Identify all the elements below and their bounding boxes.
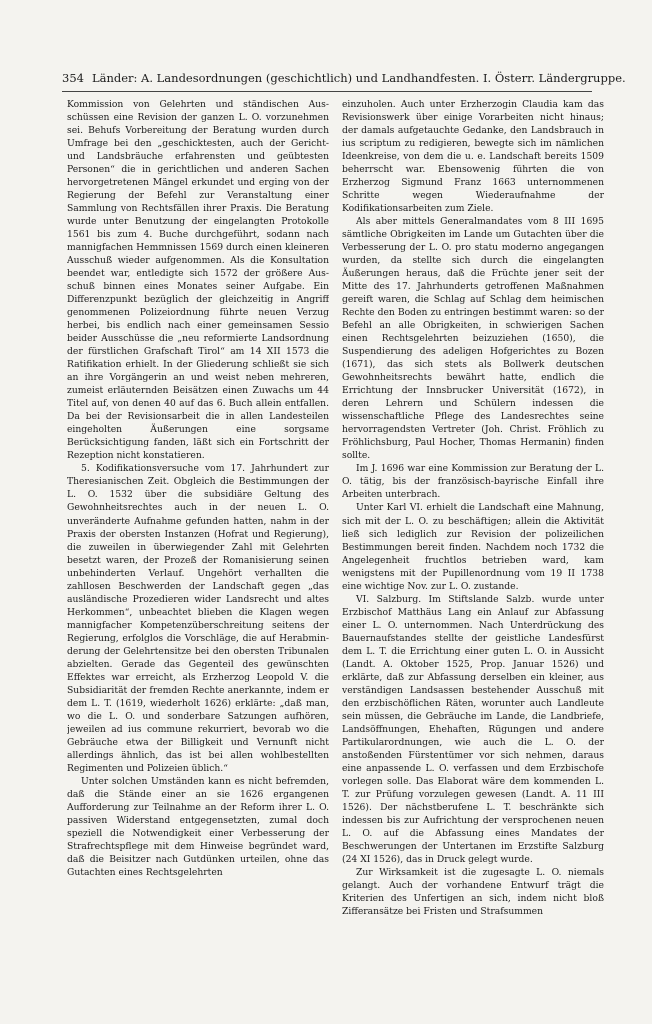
paragraph: Unter Karl VI. erhielt die Landschaft eine Mahnung, sich mit der L. O. zu beschäftigen; allein die Aktivität ließ sich lediglich zur Revision der polizeilichen Bestimmungen bereit finden. Nachdem noch 1732 die Angelegenheit fruchtlos betrieben ward, kam wenigstens mit der Pupillenordnung vom 19 II 1738 eine wichtige Nov. zur L. O. zustande. [342,502,604,592]
paragraph: 5. Kodifikationsversuche vom 17. Jahrhundert zur Theresianischen Zeit. Obgleich die Bestimmungen der L. O. 1532 über die subsidiäre Geltung des Gewohnheitsrechtes auch in der neuen L. O. unveränderte Aufnahme gefunden hatten, nahm in der Praxis der obersten Instanzen (Hofrat und Regierung), die zuweilen in überwiegender Zahl mit Gelehrten besetzt waren, der Prozeß der Romanisierung seinen unbehinderten Verlauf. Ungehört verhallten die zahllosen Beschwerden der Landschaft gegen „das ausländische Prozedieren wider Landsrecht und altes Herkommen“, unbeachtet blieben die Klagen wegen mannigfacher Kompetenzüberschreitung seitens der Regierung, erfolglos die Vorschläge, die auf Herabminderung der Gelehrtensitze bei den obersten Tribunalen abzielten. Gerade das Gegenteil des gewünschten Effektes war erreicht, als Erzherzog Leopold V. die Subsidiarität der fremden Rechte anerkannte, indem er dem L. T. (1619, wiederholt 1626) erklärte: „daß man, wo die L. O. und sonderbare Satzungen aufhören, jeweilen ad ius commune rekurriert, bevorab wo die Gebräuche etwa der Billigkeit und Vernunft nicht allerdings ähnlich, das ist bei allen wohlbestellten Regimenten und Polizeien üblich.“ [67,463,329,774]
page-header [62,71,626,85]
right-column [342,98,604,978]
running-title: Länder: A. Landesordnungen (geschichtlich) und Landhandfesten. I. Österr. Ländergruppe. [91,71,626,85]
paragraph: Unter solchen Umständen kann es nicht befremden, daß die Stände einer an sie 1626 ergangenen Aufforderung zur Teilnahme an der Reform ihrer L. O. passiven Widerstand entgegensetzten, zumal doch speziell die Notwendigkeit einer Verbesserung der Strafrechtspflege mit dem Hinweise begründet ward, daß die Beisitzer nach Gutdünken urteilen, ohne das Gutachten eines Rechtsgelehrten [67,775,329,878]
page-number: 354 [62,71,84,85]
left-column [67,98,329,978]
header-rule [62,91,592,92]
paragraph: Kommission von Gelehrten und ständischen Ausschüssen eine Revision der ganzen L. O. vorzunehmen sei. Behufs Vorbereitung der Beratung wurden durch Umfrage bei den „geschicktesten, auch der Gericht- und Landsbräuche erfahrensten und geübtesten Personen“ die in gerichtlichen und anderen Sachen hervorgetretenen Mängel erkundet und erging von der Regierung der Befehl zur Veranstaltung einer Sammlung von Rechtsfällen ihrer Praxis. Die Beratung wurde unter Benutzung der eingelangten Protokolle 1561 bis zum 4. Buche durchgeführt, sodann nach mannigfachen Hemmnissen 1569 durch einen kleineren Ausschuß wieder aufgenommen. Als die Konsultation beendet war, entledigte sich 1572 der größere Ausschuß binnen eines Monates seiner Aufgabe. Ein Differenzpunkt bezüglich der gleichzeitig in Angriff genommenen Polizeiordnung führte neuen Verzug herbei, bis endlich nach einer gemeinsamen Sessio beider Ausschüsse die „neu reformierte Landsordnung der fürstlichen Grafschaft Tirol“ am 14 XII 1573 die Ratifikation erhielt. In der Gliederung schließt sie sich an ihre Vorgängerin an und weist neben mehreren, zumeist erläuternden Beisätzen einen Zuwachs um 44 Titel auf, von denen 40 auf das 6. Buch allein entfallen. Da bei der Revisionsarbeit die in allen Landesteilen eingeholten Äußerungen eine sorgsame Berücksichtigung fanden, läßt sich ein Fortschritt der Rezeption nicht konstatieren. [67,99,329,462]
paragraph: Als aber mittels Generalmandates vom 8 III 1695 sämtliche Obrigkeiten im Lande um Gutachten über die Verbesserung der L. O. pro statu moderno angegangen wurden, da stellte sich durch die eingelangten Äußerungen heraus, daß die Früchte jener seit der Mitte des 17. Jahrhunderts getroffenen Maßnahmen gereift waren, die Schlag auf Schlag dem heimischen Rechte den Boden zu entringen bestimmt waren: so der Befehl an alle Obrigkeiten, in schwierigen Sachen einen Rechtsgelehrten beizuziehen (1650), die Suspendierung des adeligen Hofgerichtes zu Bozen (1671), das sich stets als Bollwerk deutschen Gewohnheitsrechts bewährt hatte, endlich die Errichtung der Innsbrucker Universität (1672), in deren Lehrern und Schülern indessen die wissenschaftliche Pflege des Landesrechtes seine hervorragendsten Vertreter (Joh. Christ. Fröhlich zu Fröhlichsburg, Paul Hocher, Thomas Hermanin) finden sollte. [342,216,604,462]
paragraph: VI. Salzburg. Im Stiftslande Salzb. wurde unter Erzbischof Matthäus Lang ein Anlauf zur Abfassung einer L. O. unternommen. Nach Unterdrückung des Bauernaufstandes stellte der geistliche Landesfürst dem L. T. die Errichtung einer guten L. O. in Aussicht (Landt. A. Oktober 1525, Prop. Januar 1526) und erklärte, daß zur Abfassung derselben ein kleiner, aus verständigen Landsassen bestehender Ausschuß mit den erzbischöflichen Räten, worunter auch Landleute sein müssen, die Gebräuche im Lande, die Landbriefe, Landsöffnungen, Ehehaften, Rügungen und andere Partikularordnungen, wie auch die L. O. der anstoßenden Fürstentümer vor sich nehmen, daraus eine anpassende L. O. verfassen und dem Erzbischofe vorlegen solle. Das Elaborat wäre dem kommenden L. T. zur Prüfung vorzulegen gewesen (Landt. A. 11 III 1526). Der nächstberufene L. T. beschränkte sich indessen bis zur Aufrichtung der versprochenen neuen L. O. auf die Abfassung eines Mandates der Beschwerungen der Untertanen im Erzstifte Salzburg (24 XI 1526), das in Druck gelegt wurde. [342,593,604,865]
paragraph: Im J. 1696 war eine Kommission zur Beratung der L. O. tätig, bis der französisch-bayrische Einfall ihre Arbeiten unterbrach. [342,463,604,501]
paragraph: einzuholen. Auch unter Erzherzogin Claudia kam das Revisionswerk über einige Vorarbeiten nicht hinaus; der damals aufgetauchte Gedanke, den Landsbrauch in ius scriptum zu redigieren, bewegte sich im nämlichen Ideenkreise, von dem die u. e. Landschaft bereits 1509 beherrscht war. Ebensowenig führten die von Erzherzog Sigmund Franz 1663 unternommenen Schritte wegen Wiederaufnahme der Kodifikationsarbeiten zum Ziele. [342,99,604,215]
paragraph: Zur Wirksamkeit ist die zugesagte L. O. niemals gelangt. Auch der vorhandene Entwurf trägt die Kriterien des Unfertigen an sich, indem nicht bloß Zifferansätze bei Fristen und Strafsummen [342,866,604,917]
